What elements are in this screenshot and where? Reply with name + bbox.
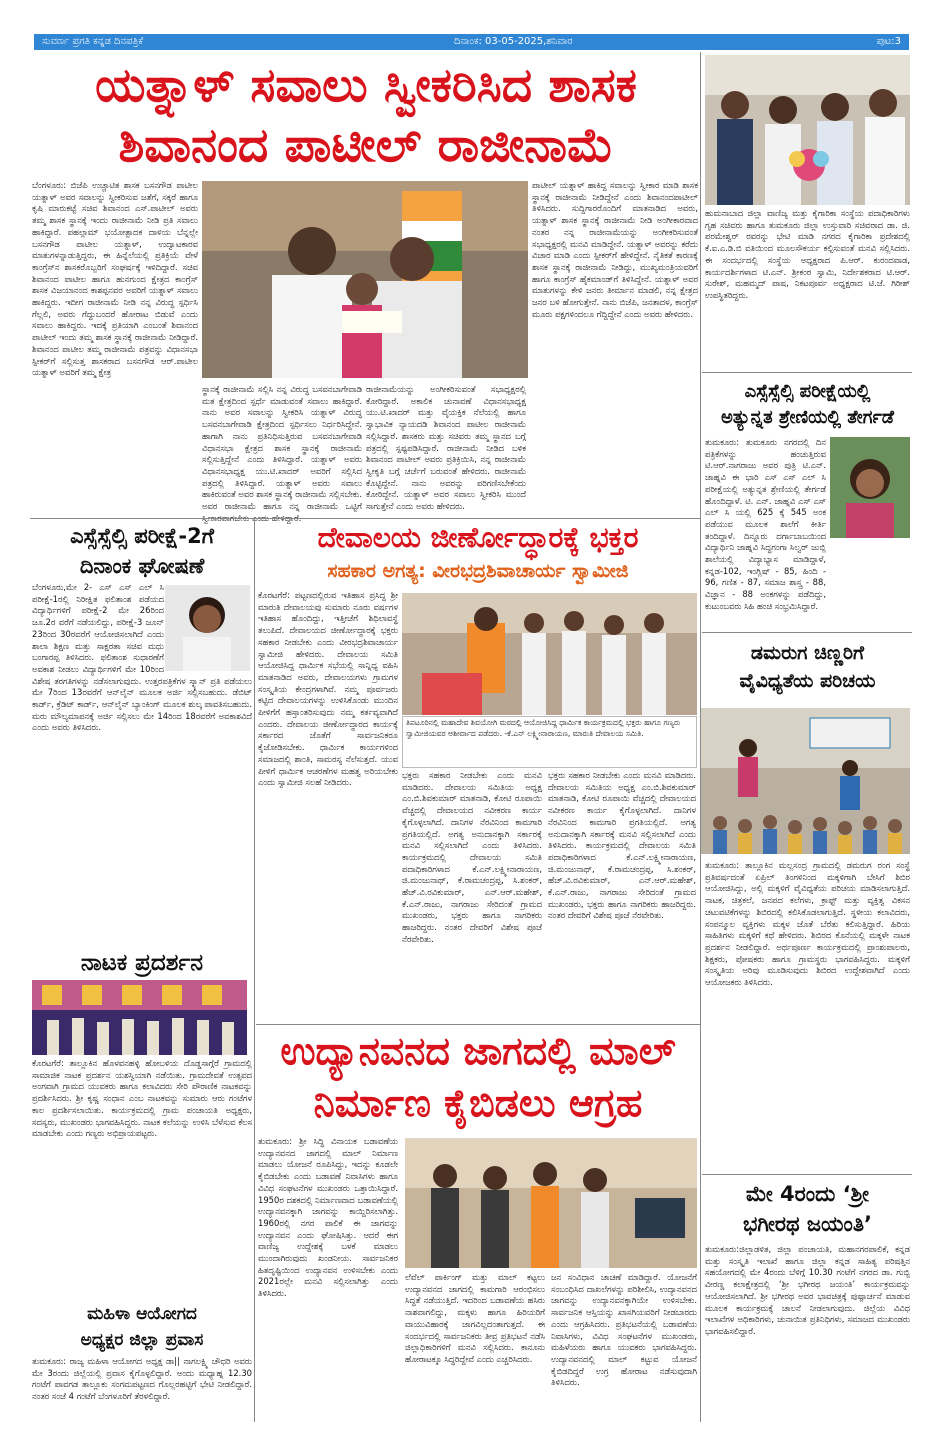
jayanthi-headline-1: ಮೇ 4ರಂದು ‘ಶ್ರೀ [745, 1182, 870, 1206]
page-number: ಪುಟ:3 [876, 36, 901, 47]
mahila-text: ತುಮಕೂರು: ರಾಜ್ಯ ಮಹಿಳಾ ಆಯೋಗದ ಅಧ್ಯಕ್ಷ ಡಾ|| ನಾಗಲಕ್ಷ್ಮಿ ಚೌಧರಿ ಅವರು ಮೇ 3ರಂದು ಜಿಲ್ಲೆಯಲ್ಲಿ ಪ್ರವಾಸ ಕೈಗೊಳ್ಳಲಿದ್ದಾರೆ. ಅಂದು ಮಧ್ಯಾಹ್ನ 12.30 ಗಂಟೆಗೆ ಪಾವಗಡ ತಾಲ್ಲೂಕು ಸಂಗಮಪಟ್ಟಣದ ಗೊಲ್ಲರಹಟ್ಟಿಗೆ ಭೇಟಿ ನೀಡಲಿದ್ದಾರೆ. ನಂತರ ಸಂಜೆ 4 ಗಂಟೆಗೆ ಬೆಂಗಳೂರಿಗೆ ತೆರಳಲಿದ್ದಾರೆ. [32, 1356, 252, 1402]
nataka-photo [32, 980, 247, 1055]
sslc-top-text: ತುಮಕೂರು: ತುಮಕೂರು ನಗರದಲ್ಲಿ ದಿನ ಪತ್ರಿಕೆಗಳನ್ನು ಹಂಚುತ್ತಿರುವ ಟಿ.ಆರ್.ನಾಗರಾಜು ಅವರ ಪುತ್ರಿ ಟಿ.ಎನ್. ಜಾಹ್ನವಿ ಈ ಭಾರಿ ಎಸ್ ಎಸ್ ಎಲ್ ಸಿ ಪರೀಕ್ಷೆಯಲ್ಲಿ ಅತ್ಯುನ್ನತ ಶ್ರೇಣಿಯಲ್ಲಿ ತೇರ್ಗಡೆ ಹೊಂದಿದ್ದಾಳೆ. ಟಿ. ಎನ್. ಜಾಹ್ನವಿ ಎಸ್ ಎಸ್ ಎಲ್ ಸಿ ಯಲ್ಲಿ 625 ಕ್ಕೆ 545 ಅಂಕ ಪಡೆಯುವ ಮೂಲಕ ಶಾಲೆಗೆ ಕೀರ್ತಿ ತಂದಿದ್ದಾಳೆ. ದಿನ್ನೂರು ದರ್ಗಾಬಾಬಯಿಂದ ವಿದ್ಯಾರ್ಥಿನಿ ಜಾಹ್ನವಿ ಸಿದ್ಧಗಂಗಾ ಸಿಲ್ವರ್ ಜುಬ್ಲಿ ಶಾಲೆಯಲ್ಲಿ ವಿದ್ಯಾಭ್ಯಾಸ ಮಾಡಿದ್ದಾಳೆ, ಕನ್ನಡ-102, ಇಂಗ್ಲಿಷ್ - 85, ಹಿಂದಿ - 96, ಗಣಿತ - 87, ಸಮಾಜ ಶಾಸ್ತ್ರ - 88, ವಿಜ್ಞಾನ - 88 ಅಂಕಗಳನ್ನು ಪಡೆದಿದ್ದು, ಕುಟುಂಬವರು ಸಿಹಿ ಹಂಚಿ ಸಂಭ್ರಮಿಸಿದ್ದಾರೆ. [705, 437, 826, 611]
mahila-headline-2: ಅಧ್ಯಕ್ಷರ ಜಿಲ್ಲಾ ಪ್ರವಾಸ [80, 1330, 204, 1350]
mall-column-1: ತುಮಕೂರು: ಶ್ರೀ ಸಿದ್ಧಿ ವಿನಾಯಕ ಬಡಾವಣೆಯ ಉದ್ಯಾನವನದ ಜಾಗದಲ್ಲಿ ಮಾಲ್ ನಿರ್ಮಾಣ ಮಾಡಲು ಯೋಜನೆ ರೂಪಿಸಿದ್ದು, ಇದನ್ನು ಕೂಡಲೇ ಕೈಬಿಡಬೇಕು ಎಂದು ಬಡಾವಣೆ ನಿವಾಸಿಗಳು ಹಾಗೂ ವಿವಿಧ ಸಂಘಟನೆಗಳ ಮುಖಂಡರು ಒತ್ತಾಯಿಸಿದ್ದಾರೆ. 1950ರ ದಶಕದಲ್ಲಿ ನಿರ್ಮಾಣವಾದ ಬಡಾವಣೆಯಲ್ಲಿ ಉದ್ಯಾನವನಕ್ಕಾಗಿ ಜಾಗವನ್ನು ಕಾಯ್ದಿರಿಸಲಾಗಿತ್ತು. 1960ರಲ್ಲಿ ನಗರ ಪಾಲಿಕೆ ಈ ಜಾಗವನ್ನು ಉದ್ಯಾನವನ ಎಂದು ಘೋಷಿಸಿತ್ತು. ಆದರೆ ಈಗ ವಾಣಿಜ್ಯ ಉದ್ದೇಶಕ್ಕೆ ಬಳಕೆ ಮಾಡಲು ಮುಂದಾಗಿರುವುದು ಖಂಡನೀಯ. ಸಾರ್ವಜನಿಕರ ಹಿತದೃಷ್ಟಿಯಿಂದ ಉದ್ಯಾನವನ ಉಳಿಸಬೇಕು ಎಂದು 2021ರಲ್ಲೇ ಮನವಿ ಸಲ್ಲಿಸಲಾಗಿತ್ತು ಎಂದು ತಿಳಿಸಿದರು. [258, 1136, 398, 1299]
temple-caption: ತಿಪಟೂರಿನಲ್ಲಿ ಮಹಾದೇವ ಶಿವಯೋಗಿ ಮಠದಲ್ಲಿ ಆಯೋಜಿಸಿದ್ದ ಧಾರ್ಮಿಕ ಕಾರ್ಯಕ್ರಮದಲ್ಲಿ ಭಕ್ತರು ಹಾಗೂ ಗಣ್ಯರು ಸ್ವಾಮೀಜಿಯವರ ಆಶೀರ್ವಾದ ಪಡೆದರು. -ಕೆ.ಎನ್ ಲಕ್ಷ್ಮೀನಾರಾಯಣ, ಮಾರುತಿ ದೇವಾಲಯ ಸಮಿತಿ. [402, 716, 697, 768]
sslc-exam2-headline-2: ದಿನಾಂಕ ಘೋಷಣೆ [79, 554, 205, 578]
temple-headline-2: ಸಹಕಾರ ಅಗತ್ಯ: ವೀರಭದ್ರಶಿವಾಚಾರ್ಯ ಸ್ವಾಮೀಜಿ [327, 560, 629, 582]
lead-headline-2: ಶಿವಾನಂದ ಪಾಟೀಲ್ ರಾಜೀನಾಮೆ [118, 118, 614, 173]
lead-column-1: ಬೆಂಗಳೂರು: ಬಿಜೆಪಿ ಉಚ್ಚಾಟಿತ ಶಾಸಕ ಬಸನಗೌಡ ಪಾಟೀಲ ಯತ್ನಾಳ್ ಅವರ ಸವಾಲನ್ನು ಸ್ವೀಕರಿಸುವ ಜತೆಗೆ, ಸಕ್ಕರೆ ಹಾಗೂ ಕೃಷಿ ಮಾರುಕಟ್ಟೆ ಸಚಿವ ಶಿವಾನಂದ ಎಸ್.ಪಾಟೀಲ್ ಅವರು ತಮ್ಮ ಶಾಸಕ ಸ್ಥಾನಕ್ಕೆ ಇಂದು ರಾಜೀನಾಮೆ ನೀಡಿ ಪ್ರತಿ ಸವಾಲು ಹಾಕಿದ್ದಾರೆ. ಪಹಲ್ಗಾಮ್ ಭಯೋತ್ಪಾದಕ ದಾಳಿಯ ಬೆನ್ನಲ್ಲೇ ಬಸನಗೌಡ ಪಾಟೀಲ ಯತ್ನಾಳ್, ಉದ್ವಾಟಕಾರವ ಮಾತುಗಳನ್ನಾಡುತ್ತಿದ್ದರು, ಈ ಹಿನ್ನೆಲೆಯಲ್ಲಿ ಪ್ರತಿಕ್ರಿಯೆ ವೇಳೆ ಕಾಂಗ್ರೆಸ್‌ನ ಶಾಸಕರೊಬ್ಬರಿಗೆ ಸಂಘರ್ಷಕ್ಕೆ ಇಳಿದಿದ್ದಾರೆ. ಸಚಿವ ಶಿವಾನಂದ ಪಾಟೀಲ ಹಾಗೂ ಹುನಗುಂದ ಕ್ಷೇತ್ರದ ಕಾಂಗ್ರೆಸ್ ಶಾಸಕ ವಿಜಯಾನಂದ ಕಾಶಪ್ಪನವರ ಅವರಿಗೆ ಯತ್ನಾಳ್ ಸವಾಲು ಹಾಕಿದ್ದರು. ಇದೀಗ ರಾಜೀನಾಮೆ ನೀಡಿ ನನ್ನ ವಿರುದ್ಧ ಸ್ಪರ್ಧಿಸಿ ಗೆಲ್ಲಲಿ, ಅವರು ಗೆದ್ದುಬಂದರೆ ಹೋರಾಟ ಬಿಡುವೆ ಎಂದು ಸವಾಲು ಹಾಕಿದ್ದರು. ಇದಕ್ಕೆ ಪ್ರತಿಯಾಗಿ ಎಂಬಂತೆ ಶಿವಾನಂದ ಪಾಟೀಲ್ ಇಂದು ತಮ್ಮ ಶಾಸಕ ಸ್ಥಾನಕ್ಕೆ ರಾಜೀನಾಮೆ ನೀಡಿದ್ದಾರೆ. ಶಿವಾನಂದ ಪಾಟೀಲ ತಮ್ಮ ರಾಜೀನಾಮೆ ಪತ್ರವನ್ನು ವಿಧಾನಸಭಾ ಸ್ಪೀಕರ್‌ಗೆ ಸಲ್ಲಿಸುತ್ತ ಶಾಸಕರಾದ ಬಸನಗೌಡ ಆರ್.ಪಾಟೀಲ ಯತ್ನಾಳ್ ಅವರಿಗೆ ತಮ್ಮ ಕ್ಷೇತ್ರ [32, 180, 198, 378]
column-rule-right [700, 52, 701, 1422]
temple-column-2: ಭಕ್ತರು ಸಹಕಾರ ನೀಡಬೇಕು ಎಂದು ಮನವಿ ಮಾಡಿದರು. ದೇವಾಲಯ ಸಮಿತಿಯ ಅಧ್ಯಕ್ಷ ಎಂ.ಬಿ.ಶಿವಕುಮಾರ್ ಮಾತನಾಡಿ, ಕೋಟಿ ರೂಪಾಯಿ ವೆಚ್ಚದಲ್ಲಿ ದೇವಾಲಯದ ನವೀಕರಣ ಕಾರ್ಯ ಕೈಗೊಳ್ಳಲಾಗಿದೆ. ದಾನಿಗಳ ನೆರವಿನಿಂದ ಕಾಮಗಾರಿ ಪ್ರಗತಿಯಲ್ಲಿದೆ. ಅಗತ್ಯ ಅನುದಾನಕ್ಕಾಗಿ ಸರ್ಕಾರಕ್ಕೆ ಮನವಿ ಸಲ್ಲಿಸಲಾಗಿದೆ ಎಂದು ತಿಳಿಸಿದರು. ಕಾರ್ಯಕ್ರಮದಲ್ಲಿ ದೇವಾಲಯ ಸಮಿತಿ ಪದಾಧಿಕಾರಿಗಳಾದ ಕೆ.ಎನ್.ಲಕ್ಷ್ಮೀನಾರಾಯಣ, ಜಿ.ಮಂಜುನಾಥ್, ಕೆ.ರಾಮಚಂದ್ರಪ್ಪ, ಸಿ.ಶಂಕರ್, ಹೆಚ್.ವಿ.ರವಿಕುಮಾರ್, ಎನ್.ಆರ್.ಮಹೇಶ್, ಕೆ.ಎನ್.ರಾಜು, ನಾಗರಾಜು ಸೇರಿದಂತೆ ಗ್ರಾಮದ ಮುಖಂಡರು, ಭಕ್ತರು ಹಾಗೂ ನಾಗರಿಕರು ಹಾಜರಿದ್ದರು. ನಂತರ ದೇವರಿಗೆ ವಿಶೇಷ ಪೂಜೆ ನೆರವೇರಿತು. [402, 770, 542, 944]
student-photo [830, 437, 910, 538]
nataka-text: ಕೊರಟಗೆರೆ: ತಾಲ್ಲೂಕಿನ ಹೊಳವನಹಳ್ಳಿ ಹೋಬಳಿಯ ದೊಡ್ಡಸಾಗ್ಗೆರೆ ಗ್ರಾಮದಲ್ಲಿ ಸಾಮಾಜಿಕ ನಾಟಕ ಪ್ರದರ್ಶನ ಯಶಸ್ವಿಯಾಗಿ ನಡೆಯಿತು. ಗ್ರಾಮದೇವತೆ ಉತ್ಸವದ ಅಂಗವಾಗಿ ಗ್ರಾಮದ ಯುವಕರು ಹಾಗೂ ಕಲಾವಿದರು ಸೇರಿ ಪೌರಾಣಿಕ ನಾಟಕವನ್ನು ಪ್ರದರ್ಶಿಸಿದರು. ಶ್ರೀ ಕೃಷ್ಣ ಸಂಧಾನ ಎಂಬ ನಾಟಕವನ್ನು ಸುಮಾರು ಆರು ಗಂಟೆಗಳ ಕಾಲ ಪ್ರದರ್ಶಿಸಲಾಯಿತು. ಕಾರ್ಯಕ್ರಮದಲ್ಲಿ ಗ್ರಾಮ ಪಂಚಾಯತಿ ಅಧ್ಯಕ್ಷರು, ಸದಸ್ಯರು, ಮುಖಂಡರು ಭಾಗವಹಿಸಿದ್ದರು. ನಾಟಕ ಕಲೆಯನ್ನು ಉಳಿಸಿ ಬೆಳೆಸುವ ಕೆಲಸ ಮಾಡಬೇಕು ಎಂದು ಗಣ್ಯರು ಅಭಿಪ್ರಾಯಪಟ್ಟರು. [32, 1058, 252, 1139]
sslc-exam2-text [32, 582, 252, 937]
temple-headline-1: ದೇವಾಲಯ ಜೀರ್ಣೋದ್ಧಾರಕ್ಕೆ ಭಕ್ತರ [317, 521, 639, 554]
children-camp-photo-icon [700, 708, 910, 854]
section-rule-mall [256, 1024, 700, 1025]
temple-event-photo-icon [402, 593, 697, 715]
temple-photo [402, 593, 697, 715]
nataka-headline: ನಾಟಕ ಪ್ರದರ್ಶನ [80, 950, 204, 976]
mall-column-2: ಲೆವೆಲ್ ಪಾರ್ಕಿಂಗ್ ಮತ್ತು ಮಾಲ್ ಕಟ್ಟಲು ಉದ್ಯಾನವನದ ಜಾಗದಲ್ಲಿ ಕಾಮಗಾರಿ ಆರಂಭಿಸಲು ಸಿದ್ಧತೆ ನಡೆಯುತ್ತಿದೆ. ಇದರಿಂದ ಬಡಾವಣೆಯ ಹಸಿರು ನಾಶವಾಗಲಿದ್ದು, ಮಕ್ಕಳು ಹಾಗೂ ಹಿರಿಯರಿಗೆ ವಾಯುವಿಹಾರಕ್ಕೆ ಜಾಗವಿಲ್ಲದಂತಾಗುತ್ತದೆ. ಈ ಸಂದರ್ಭದಲ್ಲಿ ಸಾರ್ವಜನಿಕರು ತೀವ್ರ ಪ್ರತಿಭಟನೆ ನಡೆಸಿ ಜಿಲ್ಲಾಧಿಕಾರಿಗಳಿಗೆ ಮನವಿ ಸಲ್ಲಿಸಿದರು. ಕಾನೂನು ಹೋರಾಟಕ್ಕೂ ಸಿದ್ಧರಿದ್ದೇವೆ ಎಂದು ಎಚ್ಚರಿಸಿದರು. [405, 1272, 545, 1364]
lead-column-3: ರಾಜೀನಾಮೆಯನ್ನು ಅಂಗೀಕರಿಸುವಂತೆ ಸಭಾಧ್ಯಕ್ಷರಲ್ಲಿ ಕೋರಿದ್ದಾರೆ. ಅಕಾಲಿಕ ಚುನಾವಣೆ ವಿಧಾನಸಭಾಧ್ಯಕ್ಷ ಯು.ಟಿ.ಖಾದರ್ ಮತ್ತು ವೈಯಕ್ತಿಕ ನೆಲೆಯಲ್ಲಿ ಹಾಗೂ ಸ್ವಾಭಾವಿಕ ನ್ಯಾಯದಡಿ ಶಿವಾನಂದ ಪಾಟೀಲ ರಾಜೀನಾಮೆ ಸಲ್ಲಿಸಿದ್ದಾರೆ. ಶಾಸಕರು ಮತ್ತು ಸಚಿವರು ತಮ್ಮ ಸ್ಥಾನದ ಬಗ್ಗೆ ಪತ್ರದಲ್ಲಿ ಸ್ಪಷ್ಟಪಡಿಸಿದ್ದಾರೆ. ರಾಜೀನಾಮೆ ನೀಡಿದ ಬಳಿಕ ಶಿವಾನಂದ ಪಾಟೀಲ್ ಅವರು ಪ್ರತಿಕ್ರಿಯಿಸಿ, ನನ್ನ ರಾಜೀನಾಮೆ ಸ್ವೀಕೃತಿ ಬಗ್ಗೆ ಚರ್ಚೆಗೆ ಬರುವಂತೆ ಹೇಳಿದರು. ರಾಜೀನಾಮೆ ಕೊಟ್ಟಿದ್ದೇನೆ. ನಾನು ಅವರನ್ನು ಪರಿಗಣಿಸಬೇಕೆಂದು ಕೋರಿದ್ದೇನೆ. ಯತ್ನಾಳ್ ಅವರ ಸವಾಲು ಸ್ವೀಕರಿಸಿ ಮುಂದೆ ಸಾಗುತ್ತೇನೆ ಎಂದು ಅವರು ಹೇಳಿದರು. [366, 384, 526, 512]
memorandum-photo-icon [405, 1138, 697, 1268]
masthead-bar [34, 34, 909, 50]
damaruga-photo [700, 708, 910, 854]
sslc-top-headline-2: ಅತ್ಯುನ್ನತ ಶ್ರೇಣಿಯಲ್ಲಿ ತೇರ್ಗಡೆ [721, 407, 894, 428]
column-rule-left [254, 518, 255, 1422]
resignation-photo-icon [202, 181, 528, 378]
lead-photo [202, 181, 528, 378]
damaruga-text: ತುಮಕೂರು: ತಾಲ್ಲೂಕಿನ ಮಲ್ಲಸಂದ್ರ ಗ್ರಾಮದಲ್ಲಿ ಡಮರುಗ ರಂಗ ಸಂಸ್ಥೆ ಪ್ರತಿವರ್ಷದಂತೆ ಏಪ್ರಿಲ್ ತಿಂಗಳಿನಿಂದ ಮಕ್ಕಳಿಗಾಗಿ ಬೇಸಿಗೆ ಶಿಬಿರ ಆಯೋಜಿಸಿದ್ದು, ಅಲ್ಲಿ ಮಕ್ಕಳಿಗೆ ವೈವಿಧ್ಯತೆಯ ಪರಿಚಯ ಮಾಡಿಸಲಾಗುತ್ತಿದೆ. ನಾಟಕ, ಚಿತ್ರಕಲೆ, ಜನಪದ ಕಲೆಗಳು, ಕ್ರಾಫ್ಟ್ ಮತ್ತು ವ್ಯಕ್ತಿತ್ವ ವಿಕಸನ ಚಟುವಟಿಕೆಗಳನ್ನು ಶಿಬಿರದಲ್ಲಿ ಕಲಿಸಿಕೊಡಲಾಗುತ್ತಿದೆ. ಸ್ಥಳೀಯ ಕಲಾವಿದರು, ಸಂಪನ್ಮೂಲ ವ್ಯಕ್ತಿಗಳು ಮಕ್ಕಳ ಜೊತೆ ಬೆರೆತು ಕಲಿಸುತ್ತಿದ್ದಾರೆ. ಹಿರಿಯ ಸಾಹಿತಿಗಳು ಮಕ್ಕಳಿಗೆ ಕಥೆ ಹೇಳಿದರು. ಶಿಬಿರದ ಕೊನೆಯಲ್ಲಿ ಮಕ್ಕಳೇ ನಾಟಕ ಪ್ರದರ್ಶನ ನೀಡಲಿದ್ದಾರೆ. ಅರ್ಥಪೂರ್ಣ ಕಾರ್ಯಕ್ರಮದಲ್ಲಿ ಪ್ರಾಂಶುಪಾಲರು, ಶಿಕ್ಷಕರು, ಪೋಷಕರು ಹಾಗೂ ಗ್ರಾಮಸ್ಥರು ಭಾಗವಹಿಸಿದ್ದರು. ಮಕ್ಕಳಿಗೆ ಸಂಸ್ಕೃತಿಯ ಅರಿವು ಮೂಡಿಸುವುದು ಶಿಬಿರದ ಉದ್ದೇಶವಾಗಿದೆ ಎಂದು ಆಯೋಜಕರು ತಿಳಿಸಿದರು. [705, 860, 910, 988]
damaruga-headline-1: ಡಮರುಗ ಚಿಣ್ಣರಿಗೆ [750, 642, 865, 664]
sslc-exam2-headline-1: ಎಸ್ಸೆಸ್ಸೆಲ್ಸಿ ಪರೀಕ್ಷೆ-2ಗೆ [70, 524, 214, 548]
stage-performance-photo-icon [32, 980, 247, 1055]
mall-photo [405, 1138, 697, 1268]
issue-date: ದಿನಾಂಕ: 03-05-2025,ಶನಿವಾರ [454, 36, 573, 47]
jayanthi-text: ತುಮಕೂರು:ಜಿಲ್ಲಾಡಳಿತ, ಜಿಲ್ಲಾ ಪಂಚಾಯತಿ, ಮಹಾನಗರಪಾಲಿಕೆ, ಕನ್ನಡ ಮತ್ತು ಸಂಸ್ಕೃತಿ ಇಲಾಖೆ ಹಾಗೂ ಜಿಲ್ಲಾ ಕನ್ನಡ ಸಾಹಿತ್ಯ ಪರಿಷತ್ತಿನ ಸಹಯೋಗದಲ್ಲಿ ಮೇ 4ರಂದು ಬೆಳಿಗ್ಗೆ 10.30 ಗಂಟೆಗೆ ನಗರದ ಡಾ. ಗುಬ್ಬಿ ವೀರಣ್ಣ ಕಲಾಕ್ಷೇತ್ರದಲ್ಲಿ ‘ಶ್ರೀ ಭಗೀರಥ ಜಯಂತಿ’ ಕಾರ್ಯಕ್ರಮವನ್ನು ಆಯೋಜಿಸಲಾಗಿದೆ. ಶ್ರೀ ಭಗೀರಥ ಅವರ ಭಾವಚಿತ್ರಕ್ಕೆ ಪುಷ್ಪಾರ್ಚನೆ ಮಾಡುವ ಮೂಲಕ ಕಾರ್ಯಕ್ರಮಕ್ಕೆ ಚಾಲನೆ ನೀಡಲಾಗುವುದು. ಜಿಲ್ಲೆಯ ವಿವಿಧ ಇಲಾಖೆಗಳ ಅಧಿಕಾರಿಗಳು, ಚುನಾಯಿತ ಪ್ರತಿನಿಧಿಗಳು, ಸಮಾಜದ ಮುಖಂಡರು ಭಾಗವಹಿಸಲಿದ್ದಾರೆ. [705, 1244, 910, 1336]
lead-column-4: ಪಾಟೀಲ್ ಯತ್ನಾಳ್ ಹಾಕಿದ್ದ ಸವಾಲನ್ನು ಸ್ವೀಕಾರ ಮಾಡಿ ಶಾಸಕ ಸ್ಥಾನಕ್ಕೆ ರಾಜೀನಾಮೆ ನೀಡಿದ್ದೇನೆ ಎಂದು ಶಿವಾನಂದಪಾಟೀಲ್ ತಿಳಿಸಿದರು. ಸುದ್ದಿಗಾರರೊಂದಿಗೆ ಮಾತನಾಡಿದ ಅವರು, ಯತ್ನಾಳ್ ಶಾಸಕ ಸ್ಥಾನಕ್ಕೆ ರಾಜೀನಾಮೆ ನೀಡಿ ಅಂಗೀಕಾರವಾದ ನಂತರ ನನ್ನ ರಾಜೀನಾಮೆಯನ್ನು ಅಂಗೀಕರಿಸುವಂತೆ ಸಭಾಧ್ಯಕ್ಷರಲ್ಲಿ ಮನವಿ ಮಾಡಿದ್ದೇನೆ. ಯತ್ನಾಳ್ ಅವರನ್ನು ಕರೆದು ವಿಚಾರ ಮಾಡಿ ಎಂದು ಸ್ಪೀಕರ್‌ಗೆ ಹೇಳಿದ್ದೇನೆ. ನೈತಿಕತೆ ಕಾರಣಕ್ಕೆ ಶಾಸಕ ಸ್ಥಾನಕ್ಕೆ ರಾಜೀನಾಮೆ ನೀಡಿದ್ದು, ಮುಖ್ಯಮಂತ್ರಿಯವರಿಗೆ ಹಾಗೂ ಕಾಂಗ್ರೆಸ್ ಹೈಕಮಾಂಡ್‌ಗೆ ತಿಳಿಸಿದ್ದೇನೆ. ಯತ್ನಾಳ್ ಅವರ ಮಾತುಗಳನ್ನು ಕೇಳಿ ಜನರು ತೀರ್ಮಾನ ಮಾಡಲಿ, ನನ್ನ ಕ್ಷೇತ್ರದ ಜನರ ಬಳಿ ಹೋಗುತ್ತೇನೆ. ನಾನು ಬಿಜೆಪಿ, ಜನತಾದಳ, ಕಾಂಗ್ರೆಸ್ ಮೂರು ಪಕ್ಷಗಳಿಂದಲೂ ಗೆದ್ದಿದ್ದೇನೆ ಎಂದು ಅವರು ಹೇಳಿದರು. [532, 180, 698, 319]
group-photo-icon [705, 55, 910, 205]
section-rule-damaruga [702, 632, 912, 633]
section-rule-jayanthi [702, 1174, 912, 1175]
section-rule-lead [30, 518, 700, 519]
sslc-top-headline-1: ಎಸ್ಸೆಸ್ಸೆಲ್ಸಿ ಪರೀಕ್ಷೆಯಲ್ಲಿ [744, 381, 871, 402]
mall-headline-1: ಉದ್ಯಾನವನದ ಜಾಗದಲ್ಲಿ ಮಾಲ್ [280, 1029, 676, 1073]
felicitation-photo [705, 55, 910, 205]
damaruga-headline-2: ವೈವಿಧ್ಯತೆಯ ಪರಿಚಯ [739, 670, 876, 692]
temple-column-3 [548, 770, 696, 934]
temple-column-1: ಕೊರಟಗೆರೆ: ಪಟ್ಟಣದಲ್ಲಿರುವ ಇತಿಹಾಸ ಪ್ರಸಿದ್ಧ ಶ್ರೀ ಮಾರುತಿ ದೇವಾಲಯವು ಸುಮಾರು ನೂರು ವರ್ಷಗಳ ಇತಿಹಾಸ ಹೊಂದಿದ್ದು, ಇತ್ತೀಚೆಗೆ ಶಿಥಿಲಾವಸ್ಥೆ ತಲುಪಿದೆ. ದೇವಾಲಯದ ಜೀರ್ಣೋದ್ಧಾರಕ್ಕೆ ಭಕ್ತರು ಸಹಕಾರ ನೀಡಬೇಕು ಎಂದು ವೀರಭದ್ರಶಿವಾಚಾರ್ಯ ಸ್ವಾಮೀಜಿ ಹೇಳಿದರು. ದೇವಾಲಯ ಸಮಿತಿ ಆಯೋಜಿಸಿದ್ದ ಧಾರ್ಮಿಕ ಸಭೆಯಲ್ಲಿ ಸಾನ್ನಿಧ್ಯ ವಹಿಸಿ ಮಾತನಾಡಿದ ಅವರು, ದೇವಾಲಯಗಳು ಗ್ರಾಮಗಳ ಸಂಸ್ಕೃತಿಯ ಕೇಂದ್ರಗಳಾಗಿವೆ. ನಮ್ಮ ಪೂರ್ವಜರು ಕಟ್ಟಿದ ದೇವಾಲಯಗಳನ್ನು ಉಳಿಸಿಕೊಂಡು ಮುಂದಿನ ಪೀಳಿಗೆಗೆ ಹಸ್ತಾಂತರಿಸುವುದು ನಮ್ಮ ಕರ್ತವ್ಯವಾಗಿದೆ ಎಂದರು. ದೇವಾಲಯ ಜೀರ್ಣೋದ್ಧಾರದ ಕಾರ್ಯಕ್ಕೆ ಸರ್ಕಾರದ ಜೊತೆಗೆ ಸಾರ್ವಜನಿಕರೂ ಕೈಜೋಡಿಸಬೇಕು. ಧಾರ್ಮಿಕ ಕಾರ್ಯಗಳಿಂದ ಸಮಾಜದಲ್ಲಿ ಶಾಂತಿ, ಸಾಮರಸ್ಯ ನೆಲೆಸುತ್ತದೆ. ಯುವ ಪೀಳಿಗೆ ಧಾರ್ಮಿಕ ಆಚರಣೆಗಳ ಮಹತ್ವ ಅರಿಯಬೇಕು ಎಂದು ಸ್ವಾಮೀಜಿ ಸಲಹೆ ನೀಡಿದರು. [258, 590, 398, 788]
mall-column-3: ಜನ ಸಂವಿಧಾನ ಚಾಚಣೆ ಮಾಡಿದ್ದಾರೆ. ಯೋಜನೆಗೆ ಸಂಬಂಧಿಸಿದ ದಾಖಲೆಗಳನ್ನು ಪರಿಶೀಲಿಸಿ, ಉದ್ಯಾನವನದ ಜಾಗವನ್ನು ಉದ್ಯಾನವನಕ್ಕಾಗಿಯೇ ಉಳಿಸಬೇಕು. ಸಾರ್ವಜನಿಕ ಆಸ್ತಿಯನ್ನು ಖಾಸಗಿಯವರಿಗೆ ನೀಡಬಾರದು ಎಂದು ಆಗ್ರಹಿಸಿದರು. ಪ್ರತಿಭಟನೆಯಲ್ಲಿ ಬಡಾವಣೆಯ ನಿವಾಸಿಗಳು, ವಿವಿಧ ಸಂಘಟನೆಗಳ ಮುಖಂಡರು, ಮಹಿಳೆಯರು ಹಾಗೂ ಯುವಕರು ಭಾಗವಹಿಸಿದ್ದರು. ಉದ್ಯಾನವನದಲ್ಲಿ ಮಾಲ್ ಕಟ್ಟುವ ಯೋಜನೆ ಕೈಬಿಡದಿದ್ದರೆ ಉಗ್ರ ಹೋರಾಟ ನಡೆಸುವುದಾಗಿ ತಿಳಿಸಿದರು. [551, 1272, 697, 1388]
student-portrait-icon [830, 437, 910, 538]
paper-name: ಸುವರ್ಣ ಪ್ರಗತಿ ಕನ್ನಡ ದಿನಪತ್ರಿಕೆ [42, 36, 144, 47]
mahila-headline-1: ಮಹಿಳಾ ಆಯೋಗದ [87, 1304, 197, 1324]
felicitation-text: ಹುಮನಾಬಾದ ಜಿಲ್ಲಾ ವಾಣಿಜ್ಯ ಮತ್ತು ಕೈಗಾರಿಕಾ ಸಂಸ್ಥೆಯ ಪದಾಧಿಕಾರಿಗಳು ಗೃಹ ಸಚಿವರು ಹಾಗೂ ತುಮಕೂರು ಜಿಲ್ಲಾ ಉಸ್ತುವಾರಿ ಸಚಿವರಾದ ಡಾ. ಜಿ. ಪರಮೇಶ್ವರ್ ರವರನ್ನು ಭೇಟಿ ಮಾಡಿ ನಗರದ ಕೈಗಾರಿಕಾ ಪ್ರದೇಶದಲ್ಲಿ ಕೆ.ಐ.ಎ.ಡಿ.ಬಿ ವತಿಯಿಂದ ಮೂಲಸೌಕರ್ಯ ಕಲ್ಪಿಸುವಂತೆ ಮನವಿ ಸಲ್ಲಿಸಿದರು. ಈ ಸಂದರ್ಭದಲ್ಲಿ ಸಂಸ್ಥೆಯ ಅಧ್ಯಕ್ಷರಾದ ಪಿ.ಆರ್. ಕುರಂದವಾಡ, ಕಾರ್ಯದರ್ಶಿಗಳಾದ ಟಿ.ಎನ್. ಶ್ರೀಕಂಠ ಸ್ವಾಮಿ, ನಿರ್ದೇಶಕರಾದ ಟಿ.ಆರ್. ಸುರೇಶ್, ಮಹಮ್ಮದ್ ಪಾಷ, ನಿಕಟಪೂರ್ವ ಅಧ್ಯಕ್ಷರಾದ ಟಿ.ಜೆ. ಗಿರೀಶ್ ಉಪಸ್ಥಿತರಿದ್ದರು. [705, 208, 910, 300]
lead-column-2: ಸ್ಥಾನಕ್ಕೆ ರಾಜೀನಾಮೆ ಸಲ್ಲಿಸಿ ನನ್ನ ವಿರುದ್ಧ ಬಸವನಬಾಗೇವಾಡಿ ಮತ ಕ್ಷೇತ್ರದಿಂದ ಸ್ಪರ್ಧೆ ಮಾಡುವಂತೆ ಸವಾಲು ಹಾಕಿದ್ದಾರೆ. ನಾನು ಅವರ ಸವಾಲನ್ನು ಸ್ವೀಕರಿಸಿ ಯತ್ನಾಳ್ ವಿರುದ್ಧ ಬಸವನಬಾಗೇವಾಡಿ ಕ್ಷೇತ್ರದಿಂದ ಸ್ಪರ್ಧಿಸಲು ನಿರ್ಧರಿಸಿದ್ದೇನೆ. ಹಾಗಾಗಿ ನಾನು ಪ್ರತಿನಿಧಿಸುತ್ತಿರುವ ಬಸವನಬಾಗೇವಾಡಿ ವಿಧಾನಸಭಾ ಕ್ಷೇತ್ರದ ಶಾಸಕ ಸ್ಥಾನಕ್ಕೆ ರಾಜೀನಾಮೆ ಸಲ್ಲಿಸುತ್ತಿದ್ದೇನೆ ಎಂದು ತಿಳಿಸಿದ್ದಾರೆ. ಯತ್ನಾಳ್ ಅವರು ವಿಧಾನಸಭಾಧ್ಯಕ್ಷ ಯು.ಟಿ.ಖಾದರ್ ಅವರಿಗೆ ಸಲ್ಲಿಸಿದ ಪತ್ರದಲ್ಲಿ ತಿಳಿಸಿದ್ದಾರೆ. ಯತ್ನಾಳ್ ಅವರು ಸವಾಲು ಹಾಕಿರುವಂತೆ ಅವರ ಶಾಸಕ ಸ್ಥಾನಕ್ಕೆ ರಾಜೀನಾಮೆ ಸಲ್ಲಿಸಬೇಕು. ಅವರ ರಾಜೀನಾಮೆ ಹಾಗೂ ನನ್ನ ರಾಜೀನಾಮೆ ಒಟ್ಟಿಗೆ [202, 384, 362, 512]
sslc-exam2-body: ಬೆಂಗಳೂರು,ಮೇ 2- ಎಸ್ ಎಸ್ ಎಲ್ ಸಿ ಪರೀಕ್ಷೆ-1ರಲ್ಲಿ ನಿರೀಕ್ಷಿತ ಫಲಿತಾಂಶ ಪಡೆಯದ ವಿದ್ಯಾರ್ಥಿಗಳಿಗೆ ಪರೀಕ್ಷೆ-2 ಮೇ 26ರಿಂದ ಜೂ.2ರ ವರೆಗೆ ನಡೆಯಲಿದ್ದು, ಪರೀಕ್ಷೆ-3 ಜೂನ್ 23ರಿಂದ 30ರವರೆಗೆ ಆಯೋಜಿಸಲಾಗಿದೆ ಎಂದು ಶಾಲಾ ಶಿಕ್ಷಣ ಮತ್ತು ಸಾಕ್ಷರತಾ ಸಚಿವ ಮಧು ಬಂಗಾರಪ್ಪ ತಿಳಿಸಿದರು. ಫಲಿತಾಂಶ ಸುಧಾರಣೆಗೆ ಅವಕಾಶ ನೀಡಲು ವಿದ್ಯಾರ್ಥಿಗಳಿಗೆ ಮೇ 10ರಿಂದ ವಿಶೇಷ ತರಗತಿಗಳನ್ನು ನಡೆಸಲಾಗುವುದು. ಉತ್ತರಪತ್ರಿಕೆಗಳ ಸ್ಕ್ಯಾನ್ ಪ್ರತಿ ಪಡೆಯಲು ಮೇ 7ರಿಂದ 13ರವರೆಗೆ ಆನ್‌ಲೈನ್ ಮೂಲಕ ಅರ್ಜಿ ಸಲ್ಲಿಸಬಹುದು. ಡೆಬಿಟ್ ಕಾರ್ಡ್, ಕ್ರೆಡಿಟ್ ಕಾರ್ಡ್, ಆನ್‌ಲೈನ್ ಬ್ಯಾಂಕಿಂಗ್ ಮೂಲಕ ಶುಲ್ಕ ಪಾವತಿಸಬಹುದು. ಮರು ಮೌಲ್ಯಮಾಪನಕ್ಕೆ ಅರ್ಜಿ ಸಲ್ಲಿಸಲು ಮೇ 14ರಿಂದ 18ರವರೆಗೆ ಅವಕಾಶವಿದೆ ಎಂದು ಅವರು ತಿಳಿಸಿದರು. [32, 582, 252, 733]
temple-column-3-text: ಭಕ್ತರು ಸಹಕಾರ ನೀಡಬೇಕು ಎಂದು ಮನವಿ ಮಾಡಿದರು. ದೇವಾಲಯ ಸಮಿತಿಯ ಅಧ್ಯಕ್ಷ ಎಂ.ಬಿ.ಶಿವಕುಮಾರ್ ಮಾತನಾಡಿ, ಕೋಟಿ ರೂಪಾಯಿ ವೆಚ್ಚದಲ್ಲಿ ದೇವಾಲಯದ ನವೀಕರಣ ಕಾರ್ಯ ಕೈಗೊಳ್ಳಲಾಗಿದೆ. ದಾನಿಗಳ ನೆರವಿನಿಂದ ಕಾಮಗಾರಿ ಪ್ರಗತಿಯಲ್ಲಿದೆ. ಅಗತ್ಯ ಅನುದಾನಕ್ಕಾಗಿ ಸರ್ಕಾರಕ್ಕೆ ಮನವಿ ಸಲ್ಲಿಸಲಾಗಿದೆ ಎಂದು ತಿಳಿಸಿದರು. ಕಾರ್ಯಕ್ರಮದಲ್ಲಿ ದೇವಾಲಯ ಸಮಿತಿ ಪದಾಧಿಕಾರಿಗಳಾದ ಕೆ.ಎನ್.ಲಕ್ಷ್ಮೀನಾರಾಯಣ, ಜಿ.ಮಂಜುನಾಥ್, ಕೆ.ರಾಮಚಂದ್ರಪ್ಪ, ಸಿ.ಶಂಕರ್, ಹೆಚ್.ವಿ.ರವಿಕುಮಾರ್, ಎನ್.ಆರ್.ಮಹೇಶ್, ಕೆ.ಎನ್.ರಾಜು, ನಾಗರಾಜು ಸೇರಿದಂತೆ ಗ್ರಾಮದ ಮುಖಂಡರು, ಭಕ್ತರು ಹಾಗೂ ನಾಗರಿಕರು ಹಾಜರಿದ್ದರು. ನಂತರ ದೇವರಿಗೆ ವಿಶೇಷ ಪೂಜೆ ನೆರವೇರಿತು. [548, 770, 696, 921]
jayanthi-headline-2: ಭಗೀರಥ ಜಯಂತಿ’ [743, 1212, 872, 1236]
section-rule-sslc [702, 372, 912, 373]
mall-headline-2: ನಿರ್ಮಾಣ ಕೈಬಿಡಲು ಆಗ್ರಹ [313, 1081, 643, 1125]
lead-headline-1: ಯತ್ನಾಳ್ ಸವಾಲು ಸ್ವೀಕರಿಸಿದ ಶಾಸಕ [95, 58, 637, 113]
